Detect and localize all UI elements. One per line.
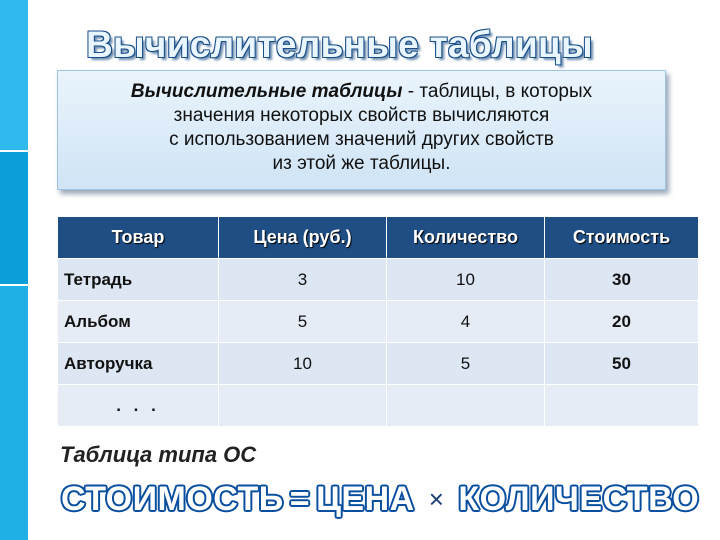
cell-empty bbox=[545, 385, 699, 427]
definition-term: Вычислительные таблицы bbox=[130, 81, 403, 102]
cell-ellipsis: . . . bbox=[58, 385, 219, 427]
table-header-row bbox=[58, 217, 699, 259]
formula-equals: = bbox=[289, 480, 311, 518]
table-row bbox=[58, 343, 699, 385]
cell-quantity: 10 bbox=[387, 259, 545, 301]
formula-price: ЦЕНА bbox=[316, 480, 415, 518]
table-row bbox=[58, 301, 699, 343]
slide-title: Вычислительные таблицы bbox=[86, 24, 593, 65]
cell-price: 10 bbox=[219, 343, 387, 385]
goods-table bbox=[57, 216, 699, 427]
column-header-quantity: Количество bbox=[387, 217, 545, 259]
cost-formula bbox=[61, 480, 699, 519]
column-header-cost: Стоимость bbox=[545, 217, 699, 259]
cell-product: Альбом bbox=[58, 301, 219, 343]
cell-empty bbox=[219, 385, 387, 427]
definition-box bbox=[57, 70, 666, 190]
cell-price: 3 bbox=[219, 259, 387, 301]
definition-line-1 bbox=[58, 80, 665, 104]
formula-cost: СТОИМОСТЬ bbox=[61, 480, 284, 518]
cell-cost: 20 bbox=[545, 301, 699, 343]
table-row bbox=[58, 259, 699, 301]
accent-segment bbox=[0, 286, 28, 540]
cell-quantity: 5 bbox=[387, 343, 545, 385]
cell-quantity: 4 bbox=[387, 301, 545, 343]
definition-line-4: из этой же таблицы. bbox=[272, 153, 451, 174]
formula-quantity: КОЛИЧЕСТВО bbox=[458, 480, 700, 518]
left-accent-bar bbox=[0, 0, 28, 540]
column-header-price: Цена (руб.) bbox=[219, 217, 387, 259]
cell-cost: 50 bbox=[545, 343, 699, 385]
cell-product: Тетрадь bbox=[58, 259, 219, 301]
definition-text: - таблицы, в которых bbox=[402, 81, 593, 102]
table-type-caption: Таблица типа ОС bbox=[60, 442, 257, 467]
definition-line-3: с использованием значений других свойств bbox=[169, 129, 554, 150]
cell-empty bbox=[387, 385, 545, 427]
cell-product: Авторучка bbox=[58, 343, 219, 385]
cell-cost: 30 bbox=[545, 259, 699, 301]
accent-segment bbox=[0, 152, 28, 284]
multiply-icon: × bbox=[428, 484, 445, 514]
accent-segment bbox=[0, 0, 28, 150]
cell-price: 5 bbox=[219, 301, 387, 343]
table-row bbox=[58, 385, 699, 427]
definition-line-2: значения некоторых свойств вычисляются bbox=[173, 105, 550, 126]
column-header-product: Товар bbox=[58, 217, 219, 259]
